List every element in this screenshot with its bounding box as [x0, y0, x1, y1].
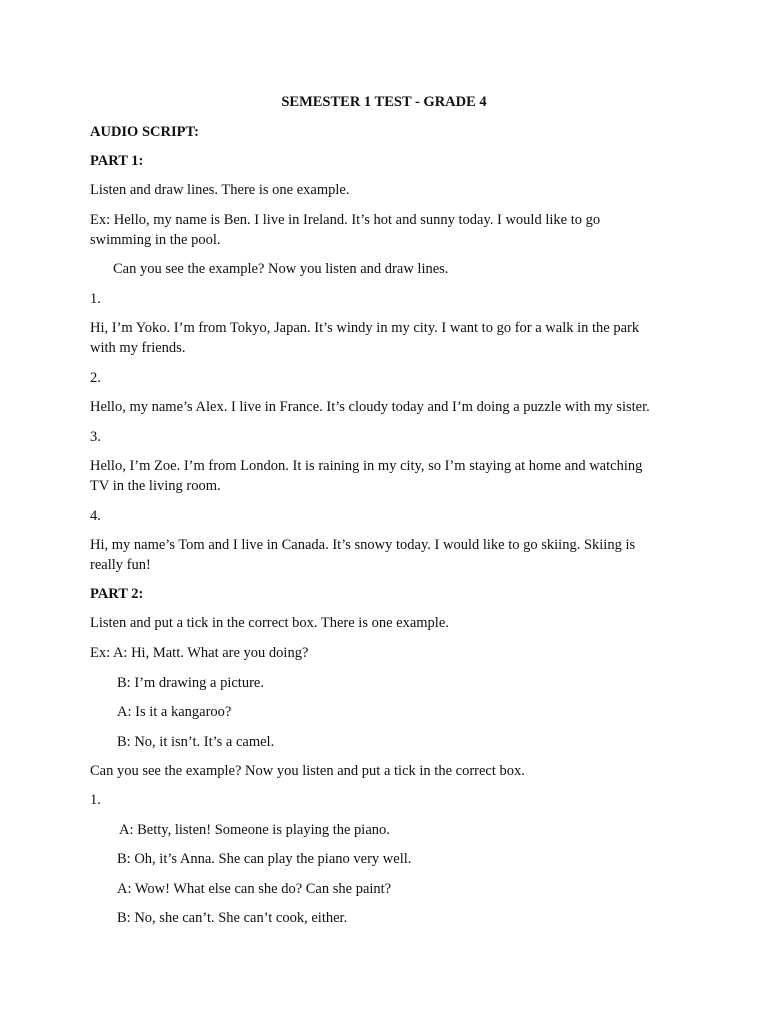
part2-dialogue-line: B: Oh, it’s Anna. She can play the piano very well.	[117, 851, 412, 867]
part1-item-text: Hi, my name’s Tom and I live in Canada. It’s snowy today. I would like to go skiing. Skiing is	[90, 537, 636, 553]
part2-instruction: Listen and put a tick in the correct box. There is one example.	[90, 615, 449, 631]
part1-example-line: swimming in the pool.	[90, 232, 221, 248]
part1-instruction: Listen and draw lines. There is one example.	[90, 182, 350, 198]
part1-item-text: TV in the living room.	[90, 478, 221, 494]
part1-item-text: Hello, I’m Zoe. I’m from London. It is raining in my city, so I’m staying at home and watching	[90, 458, 643, 474]
part1-heading: PART 1:	[90, 153, 144, 169]
part2-example-line: Ex: A: Hi, Matt. What are you doing?	[90, 645, 309, 661]
part2-dialogue-line: A: Wow! What else can she do? Can she paint?	[117, 881, 392, 897]
audio-script-heading: AUDIO SCRIPT:	[90, 124, 199, 140]
part2-item-number: 1.	[90, 792, 101, 808]
part2-example-line: A: Is it a kangaroo?	[117, 704, 232, 720]
part1-prompt: Can you see the example? Now you listen and draw lines.	[113, 261, 449, 277]
part2-dialogue-line: A: Betty, listen! Someone is playing the piano.	[119, 822, 390, 838]
part2-example-line: B: No, it isn’t. It’s a camel.	[117, 734, 275, 750]
part1-item-number: 3.	[90, 429, 101, 445]
part1-item-number: 1.	[90, 291, 101, 307]
part1-item-number: 4.	[90, 508, 101, 524]
page-title: SEMESTER 1 TEST - GRADE 4	[281, 94, 487, 110]
part1-item-number: 2.	[90, 370, 101, 386]
part1-item-text: really fun!	[90, 557, 151, 573]
part1-item-text: Hello, my name’s Alex. I live in France. It’s cloudy today and I’m doing a puzzle with my sister.	[90, 399, 650, 415]
part1-example-line: Ex: Hello, my name is Ben. I live in Ireland. It’s hot and sunny today. I would like to go	[90, 212, 601, 228]
part2-heading: PART 2:	[90, 586, 144, 602]
part2-example-line: B: I’m drawing a picture.	[117, 675, 264, 691]
part1-item-text: Hi, I’m Yoko. I’m from Tokyo, Japan. It’s windy in my city. I want to go for a walk in the park	[90, 320, 640, 336]
part1-item-text: with my friends.	[90, 340, 186, 356]
part2-prompt: Can you see the example? Now you listen and put a tick in the correct box.	[90, 763, 525, 779]
part2-dialogue-line: B: No, she can’t. She can’t cook, either.	[117, 910, 348, 926]
